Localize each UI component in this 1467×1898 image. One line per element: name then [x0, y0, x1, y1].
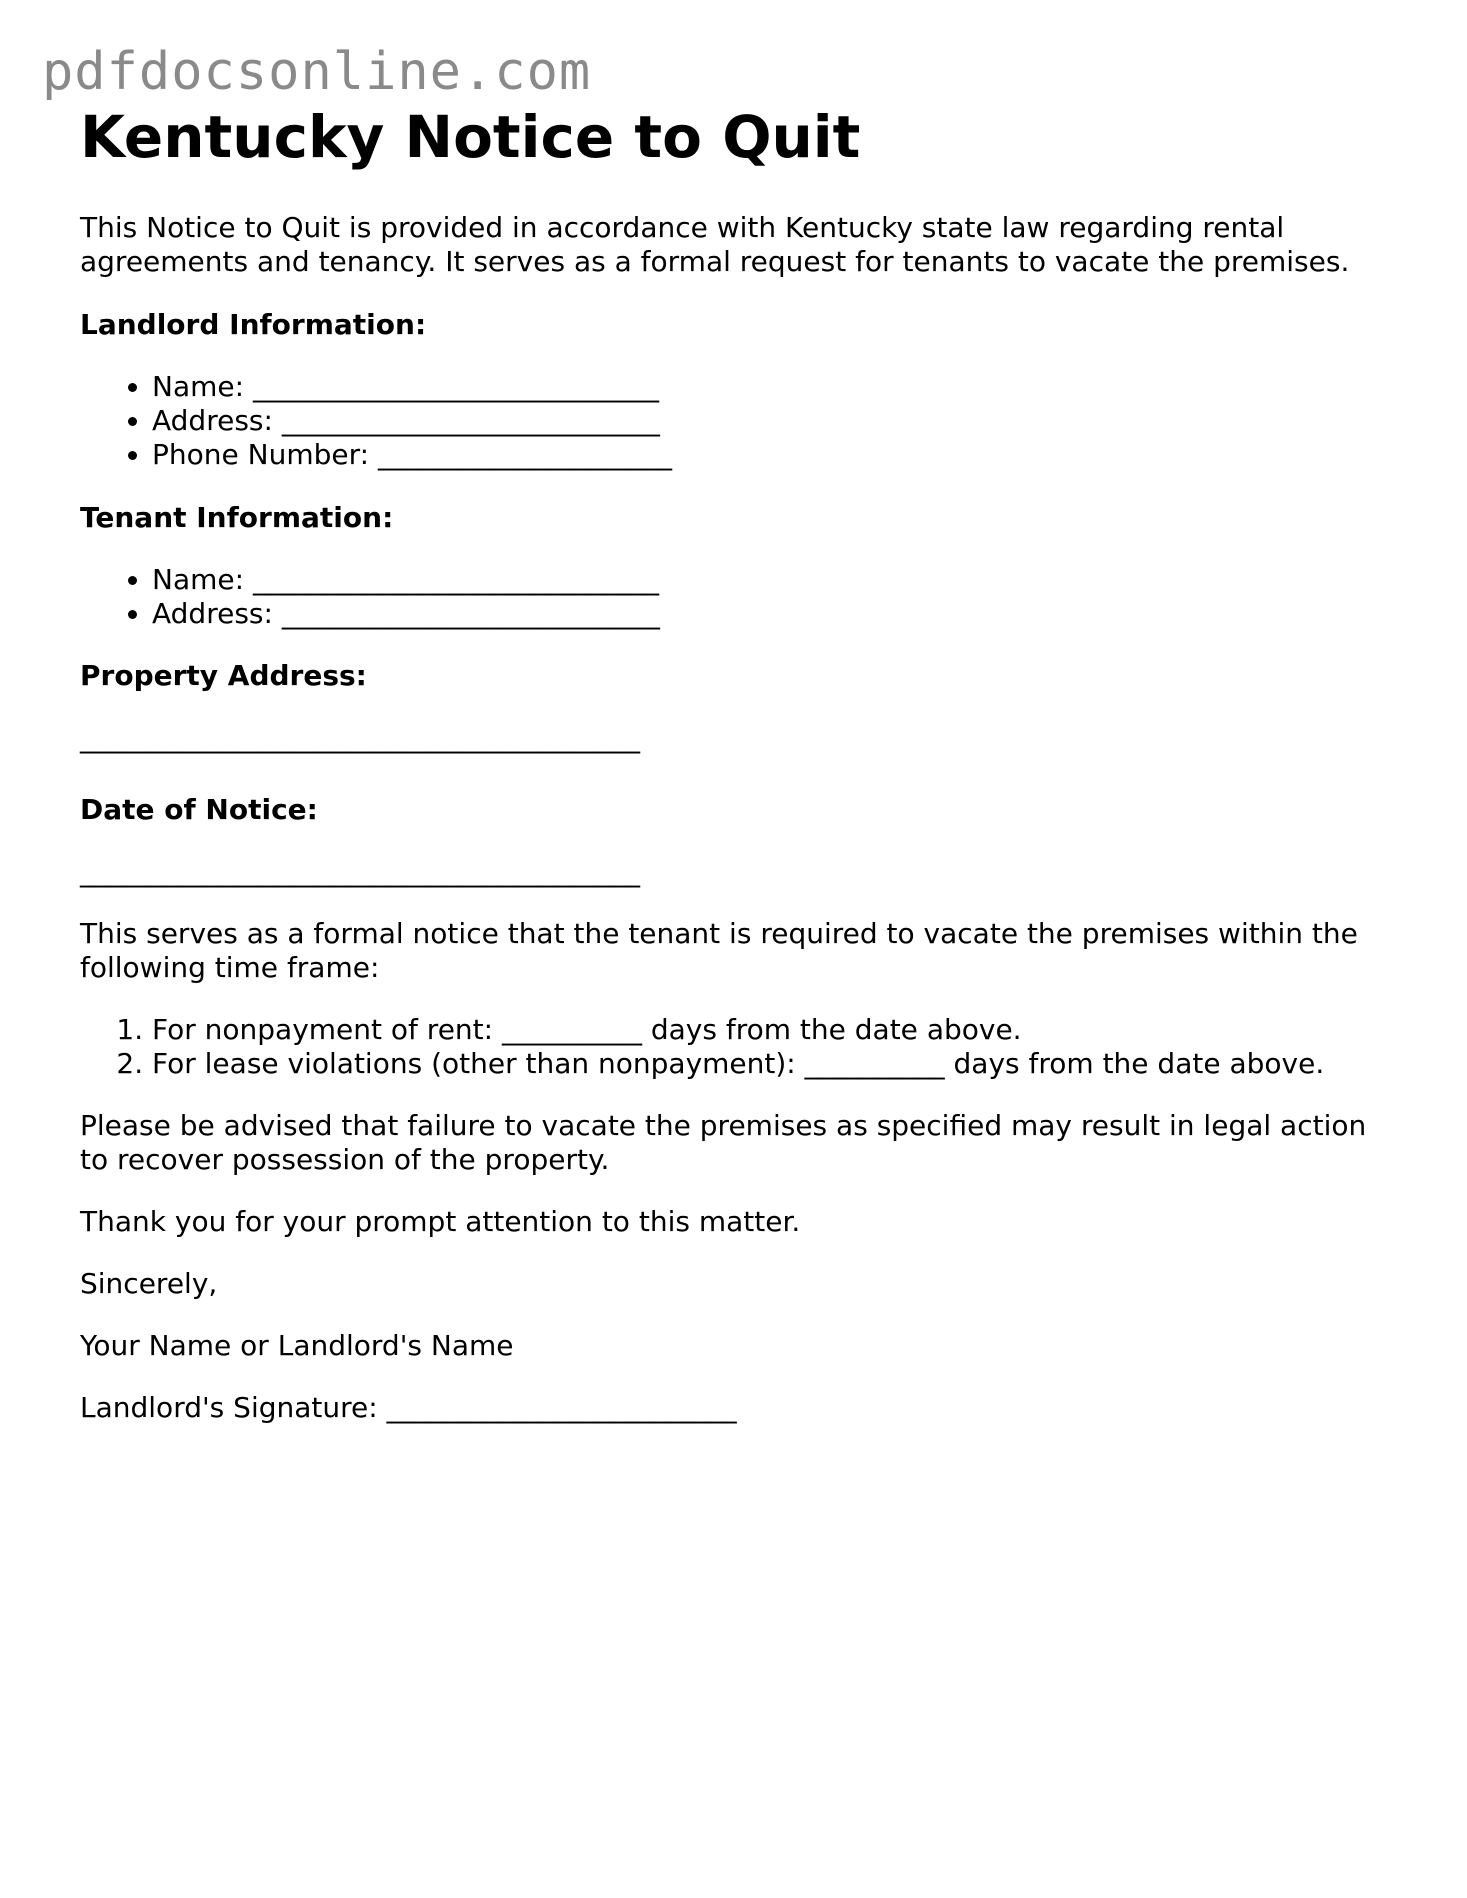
landlord-name-field: • Name: _____________________________ [152, 370, 1400, 404]
nonpayment-time-frame: 1. For nonpayment of rent: __________ days from the date above. [152, 1013, 1400, 1047]
landlord-address-field: • Address: ___________________________ [152, 404, 1400, 438]
lease-violation-time-frame: 2. For lease violations (other than nonpayment): __________ days from the date above. [152, 1047, 1400, 1081]
signature-line: Landlord's Signature: _________________________ [80, 1390, 737, 1424]
property-address-heading: Property Address: [80, 658, 367, 692]
date-of-notice-heading: Date of Notice: [80, 792, 318, 826]
intro-paragraph: This Notice to Quit is provided in accordance with Kentucky state law regarding rental agreements and tenancy. It serves as a formal request for tenants to vacate the premises. [80, 210, 1350, 278]
thanks-paragraph: Thank you for your prompt attention to this matter. [80, 1204, 801, 1238]
document-page [80, 104, 1400, 1425]
property-address-blank: ________________________________________ [80, 720, 640, 754]
tenant-info-list [80, 563, 1400, 631]
watermark: pdfdocsonline.com [42, 42, 592, 102]
landlord-info-heading: Landlord Information: [80, 307, 427, 341]
tenant-address-field: • Address: ___________________________ [152, 597, 1400, 631]
tenant-name-field: • Name: _____________________________ [152, 563, 1400, 597]
warning-paragraph: Please be advised that failure to vacate the premises as specified may result in legal action to recover possession of the property. [80, 1108, 1367, 1176]
date-of-notice-blank: ________________________________________ [80, 854, 640, 888]
notice-statement: This serves as a formal notice that the tenant is required to vacate the premises within the following time frame: [80, 916, 1358, 984]
closing-text: Sincerely, [80, 1266, 218, 1300]
document-title: Kentucky Notice to Quit [80, 103, 861, 171]
landlord-phone-field: • Phone Number: _____________________ [152, 438, 1400, 472]
time-frame-list [80, 1013, 1400, 1081]
tenant-info-heading: Tenant Information: [80, 500, 394, 534]
signer-name: Your Name or Landlord's Name [80, 1328, 514, 1362]
landlord-info-list [80, 370, 1400, 472]
